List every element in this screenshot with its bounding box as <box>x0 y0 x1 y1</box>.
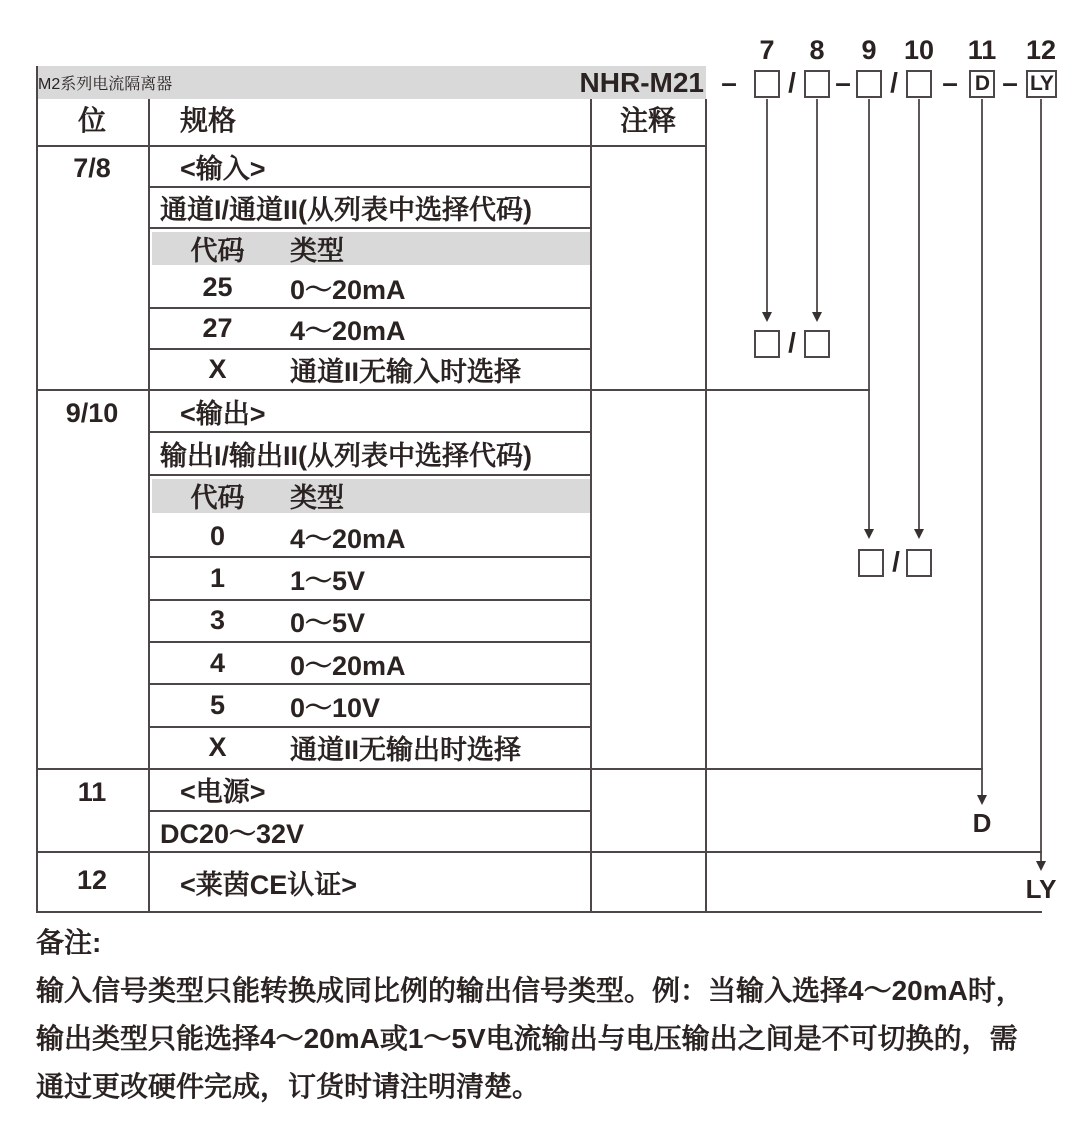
code-value: 3 <box>209 605 226 636</box>
cert-code-label: LY <box>1025 874 1057 904</box>
dash-separator: – <box>942 67 958 98</box>
notes-line: 通过更改硬件完成，订货时请注明清楚。 <box>36 1071 541 1102</box>
type-value: 通道II无输入时选择 <box>290 357 522 387</box>
code-value: X <box>208 354 227 384</box>
type-value: 0～20mA <box>290 275 406 305</box>
type-column-header: 类型 <box>290 236 344 266</box>
table-row <box>150 391 590 433</box>
table-row <box>150 558 590 600</box>
table-row <box>150 188 590 229</box>
code-value: 4 <box>209 647 226 678</box>
code-box-7 <box>754 70 780 98</box>
type-value: 0～5V <box>290 608 366 639</box>
table-border-bottom <box>36 911 1042 913</box>
spec-label: <输出> <box>180 398 266 429</box>
code-value: X <box>208 732 227 763</box>
column-header-spec: 规格 <box>180 105 237 136</box>
type-value: 通道II无输出时选择 <box>290 735 522 766</box>
position-value: 7/8 <box>73 153 111 183</box>
table-row <box>150 853 590 911</box>
arrow-down-icon <box>812 312 822 322</box>
table-row <box>150 350 590 389</box>
type-column-header: 类型 <box>290 483 344 514</box>
table-row <box>150 770 590 812</box>
arrow-down-icon <box>864 529 874 539</box>
position-digit-7: 7 <box>759 35 775 65</box>
notes-line: 输入信号类型只能转换成同比例的输出信号类型。例：当输入选择4～20mA时， <box>36 975 1024 1006</box>
position-value: 9/10 <box>65 398 119 428</box>
table-border-right <box>705 99 707 913</box>
model-code: NHR-M21 <box>579 66 704 98</box>
table-row <box>150 516 590 558</box>
code-box-8 <box>804 70 830 98</box>
type-value: 0～10V <box>290 692 381 723</box>
position-digit-8: 8 <box>809 35 825 65</box>
dash-separator: – <box>835 67 851 98</box>
code-value: 0 <box>209 520 226 551</box>
leader-line-8 <box>816 99 818 312</box>
dash-separator: – <box>721 67 737 98</box>
leader-line-12 <box>1040 99 1042 862</box>
slash-separator: / <box>788 67 796 98</box>
slash-separator: / <box>892 546 900 577</box>
product-title: M2系列电流隔离器 <box>38 76 173 93</box>
arrow-down-icon <box>1036 861 1046 871</box>
table-row <box>150 309 590 350</box>
leader-line-11 <box>981 99 983 796</box>
spec-section <box>150 770 590 851</box>
title-band <box>38 66 706 99</box>
spec-section <box>150 853 590 911</box>
position-digit-11: 11 <box>967 35 997 65</box>
code-value: 5 <box>209 689 226 720</box>
spec-label: <莱茵CE认证> <box>180 869 358 900</box>
position-digit-10: 10 <box>903 35 935 65</box>
leader-line-7 <box>766 99 768 312</box>
code-value: 1 <box>209 562 226 593</box>
table-row <box>150 685 590 727</box>
type-value: 4～20mA <box>290 523 406 554</box>
spec-label: <输入> <box>180 154 266 184</box>
table-row <box>150 601 590 643</box>
type-value: 1～5V <box>290 565 366 596</box>
table-row <box>150 728 590 768</box>
table-row <box>150 229 590 268</box>
spec-label: <电源> <box>180 777 266 808</box>
dash-separator: – <box>1002 67 1018 98</box>
arrow-down-icon <box>762 312 772 322</box>
notes-label: 备注: <box>36 927 102 958</box>
position-digit-12: 12 <box>1025 35 1057 65</box>
code-box-9 <box>856 70 882 98</box>
position-digit-9: 9 <box>861 35 877 65</box>
spec-label: 通道I/通道II(从列表中选择代码) <box>160 195 532 225</box>
table-divider-note <box>590 99 592 913</box>
spec-section <box>150 391 590 768</box>
output-callout-box-right <box>906 549 932 577</box>
table-row <box>150 433 590 475</box>
code-column-header: 代码 <box>190 483 245 514</box>
type-value: 4～20mA <box>290 316 406 346</box>
table-row <box>150 147 590 188</box>
table-row <box>150 476 590 516</box>
table-row <box>150 268 590 309</box>
code-box-10 <box>906 70 932 98</box>
leader-line-10 <box>918 99 920 529</box>
slash-separator: / <box>890 67 898 98</box>
table-row <box>150 812 590 852</box>
type-value: 0～20mA <box>290 650 406 681</box>
slash-separator: / <box>788 327 796 358</box>
column-header-position: 位 <box>77 105 106 136</box>
notes-line: 输出类型只能选择4～20mA或1～5V电流输出与电压输出之间是不可切换的，需 <box>36 1023 1018 1054</box>
table-row <box>150 643 590 685</box>
code-value: 27 <box>202 313 233 343</box>
code-column-header: 代码 <box>190 236 245 266</box>
code-value: 25 <box>202 272 233 302</box>
column-header-note: 注释 <box>619 105 676 136</box>
code-box-11: D <box>969 70 995 98</box>
spec-section <box>150 147 590 389</box>
arrow-down-icon <box>914 529 924 539</box>
position-value: 11 <box>77 777 107 807</box>
arrow-down-icon <box>977 795 987 805</box>
code-box-12: LY <box>1026 70 1057 98</box>
position-value: 12 <box>76 865 108 895</box>
leader-line-9 <box>868 99 870 529</box>
input-callout-box-right <box>804 330 830 358</box>
spec-label: 输出I/输出II(从列表中选择代码) <box>160 440 532 471</box>
power-code-label: D <box>972 808 992 838</box>
spec-label: DC20～32V <box>160 818 305 849</box>
